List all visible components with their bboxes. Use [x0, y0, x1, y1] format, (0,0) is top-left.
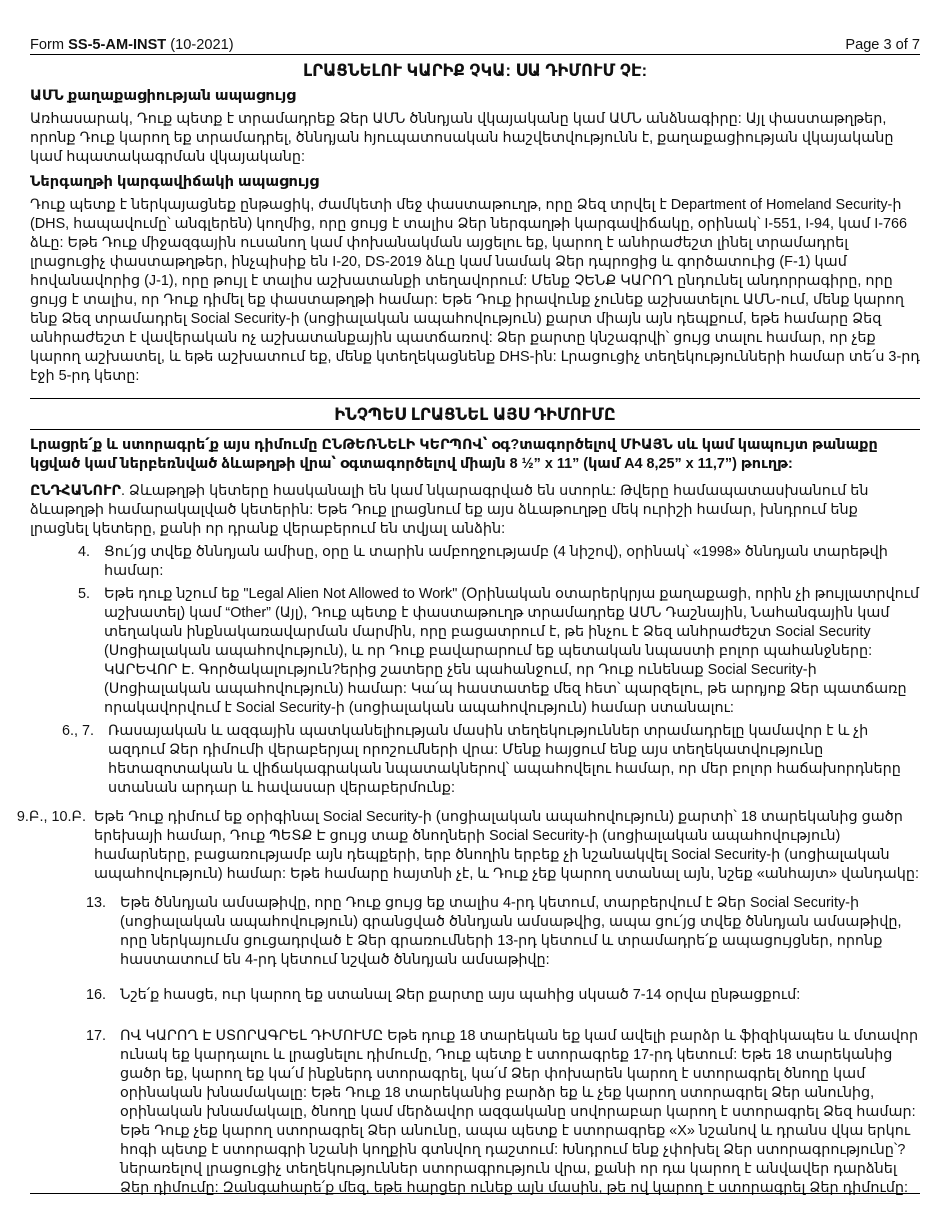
- list-item: [30, 585, 920, 718]
- item-number: 6., 7.: [62, 723, 94, 739]
- title-how-to-complete: ԻՆՉՊԵՍ ԼՐԱՑՆԵԼ ԱՅՍ ԴԻՄՈՒՄԸ: [334, 406, 616, 424]
- section-divider: [30, 429, 920, 430]
- item-number: 4.: [77, 544, 90, 560]
- item-number: 9.Բ., 10.Բ.: [16, 809, 86, 825]
- list-item: [0, 808, 920, 884]
- item-text: Ռասայական և ազգային պատկանելիության մասին տեղեկություններ տրամադրելը կամավոր է և չի ազդում Ձեր դիմումի վերաբերյալ որոշումների վրա: Մենք հայցում ենք այս տեղեկատվությունը հետազոտական և վիճակագրական նպատակներով՝ ապահովելու համար, որ մեր բոլոր հաճախորդները ստանան արդար և հավասար վերաբերմունք:: [108, 723, 901, 796]
- item-number: 13.: [85, 895, 106, 911]
- general-paragraph: [30, 482, 920, 539]
- general-body: . Ձևաթղթի կետերը հասկանալի են կամ նկարագրված են ստորև: Թվերը համապատասխանում են ձևաթղթի համարակալված կետերին: Եթե Դուք լրացնում եք այս ձևաթուղթը մեկ ուրիշի համար, խնդրում ենք լրացնել կետերը, քանի որ դրանք վերաբերում են տվյալ անձին:: [30, 483, 869, 537]
- immigration-body: Դուք պետք է ներկայացնեք ընթացիկ, ժամկետի մեջ փաստաթուղթ, որը Ձեզ տրվել է Department of Homeland Security-ի (DHS, հապավումը՝ անգլերեն) կողմից, որը ցույց է տալիս Ձեր ներգաղթի կարգավիճակը, օրինակ՝ I-551, I-94, կամ I-766 ձևը: Եթե Դուք միջազգային ուսանող կամ փոխանակման այցելու եք, կարող է անհրաժեշտ լինել տրամադրել լրացուցիչ փաստաթղթեր, ինչպիսիք են I-20, DS-2019 ձևը կամ նամակ Ձեր դպրոցից և գործատուից (F-1) կամ հովանավորից (J-1), որը թույլ է տալիս աշխատանքի տեղավորում: Մենք ՉԵՆՔ ԿԱՐՈՂ ընդունել անդորրագիրը, որը ցույց է տալիս, որ Դուք դիմել եք փաստաթղթի համար: Եթե Դուք իրավունք չունեք աշխատելու ԱՄՆ-ում, մենք կարող ենք Ձեզ տրամադրել Social Security-ի (սոցիալական ապահովություն) քարտ միայն այն դեպքում, եթե համարը Ձեզ անհրաժեշտ է վավերական ոչ աշխատանքային պատճառով: Ձեր քարտը կնշագրվի՝ ցույց տալու համար, որ չեք կարող աշխատել, և եթե աշխատում եք, մենք կտեղեկացնենք DHS-ին: Լրացուցիչ տեղեկությունների համար տե՛ս 3-րդ էջի 5-րդ կետը:: [30, 197, 920, 384]
- form-identifier: Form SS-5-AM-INST (10-2021): [30, 37, 234, 53]
- list-item: [30, 894, 920, 970]
- item-text: Ցու՛յց տվեք ծննդյան ամիսը, օրը և տարին ամբողջությամբ (4 նիշով), օրինակ՝ «1998» ծննդյան տարեթվի համար:: [104, 544, 888, 579]
- page-number: Page 3 of 7: [845, 37, 920, 53]
- item-text: Եթե դուք նշում եք "Legal Alien Not Allowed to Work" (Օրինական օտարերկրյա քաղաքացի, որին չի թույլատրվում աշխատել) կամ “Other” (Այլ), Դուք պետք է փաստաթուղթ տրամադրեք ԱՄՆ Դաշնային, Նահանգային կամ տեղական ինքնակառավարման մարմին, որը բացատրում է, թե ինչու է Ձեզ անհրաժեշտ Social Security (Սոցիալական ապահովություն), և որ Դուք բավարարում եք պետական նպաստի բոլոր պահանջները: ԿԱՐԵՎՈՐ Է. Գործակալություն?երից շատերը չեն պահանջում, որ Դուք ունենաք Social Security-ի (Սոցիալական ապահովություն) համար: Կա՛պ հաստատեք մեզ հետ՝ պարզելու, թե արդյոք Ձեր պատճառը որակավորվում է Social Security-ի (սոցիալական ապահովություն) համար ստանալու:: [104, 586, 920, 716]
- item-text: Նշե՛ք հասցե, ուր կարող եք ստանալ Ձեր քարտը այս պահից սկսած 7-14 օրվա ընթացքում:: [120, 987, 801, 1003]
- list-item: [30, 722, 920, 798]
- item-number: 16.: [85, 987, 106, 1003]
- list-item: [30, 1027, 920, 1198]
- item-text: Եթե Դուք դիմում եք օրիգինալ Social Security-ի (սոցիալական ապահովություն) քարտի՝ 18 տարեկանից ցածր երեխայի համար, Դուք ՊԵՏՔ Է ցույց տաք ծնողների Social Security-ի (սոցիալական ապահովություն) համարները, բացառությամբ այն դեպքերի, երբ ծնողին երբեք չի նշանակվել Social Security-ի (սոցիալական ապահովություն) համար: Եթե համարը հայտնի չէ, և Դուք չեք կարող ստանալ այն, նշեք «անհայտ» վանդակը:: [94, 809, 920, 882]
- document-page: [16, 0, 920, 1198]
- title-not-required: ԼՐԱՑՆԵԼՈՒ ԿԱՐԻՔ ՉԿԱ: ՍԱ ԴԻՄՈՒՄ ՉԷ:: [302, 62, 648, 80]
- citizenship-heading: ԱՄՆ քաղաքացիության ապացույց: [30, 88, 296, 104]
- immigration-heading: Ներգաղթի կարգավիճակի ապացույց: [30, 174, 319, 190]
- list-item: [30, 543, 920, 581]
- instructions-bold: Լրացրե՛ք և ստորագրե՛ք այս դիմումը ԸՆԹԵՌՆԵԼԻ ԿԵՐՊՈՎ՝ օգ?տագործելով ՄԻԱՅՆ սև կամ կապույտ թանաքը կցված կամ ներբեռնված ձևաթղթի վրա՝ օգտագործելով միայն 8 ½” x 11” (կամ A4 8,25” x 11,7”) թուղթ:: [30, 437, 878, 472]
- general-lead: ԸՆԴՀԱՆՈՒՐ: [30, 483, 121, 499]
- item-number: 5.: [77, 586, 90, 602]
- footer-divider: [30, 1193, 920, 1194]
- section-divider: [30, 398, 920, 399]
- list-item: [30, 986, 920, 1005]
- item-text: Եթե ծննդյան ամսաթիվը, որը Դուք ցույց եք տալիս 4-րդ կետում, տարբերվում է Ձեր Social Security-ի (սոցիալական ապահովություն) գրանցված ծննդյան ամսաթվից, ապա ցու՛յց տվեք ծննդյան ամսաթիվը, որը ներկայումս ցուցադրված է Ձեր գրառումների 13-րդ կետում և տրամադրե՛ք ապացույցներ, որոնք հաստատում են 4-րդ կետում նշված ծննդյան ամսաթիվը:: [120, 895, 902, 968]
- item-text: ՈՎ ԿԱՐՈՂ Է ՍՏՈՐԱԳՐԵԼ ԴԻՄՈՒՄԸ Եթե դուք 18 տարեկան եք կամ ավելի բարձր և ֆիզիկապես և մտավոր ունակ եք կարդալու և լրացնելու դիմումը, Դուք պետք է ստորագրեք 17-րդ կետում: Եթե 18 տարեկանից ցածր եք, կարող եք կա՛մ ինքներդ ստորագրել, կա՛մ Ձեր փոխարեն կարող է ստորագրել ծնողը կամ օրինական խնամակալը: Եթե Դուք 18 տարեկանից բարձր եք և չեք կարող ստորագրել Ձեր անունից, օրինական խնամակալը, ծնողը կամ մերձավոր ազգականը սովորաբար կարող է ստորագրել Ձեզ համար: Եթե Դուք չեք կարող ստորագրել Ձեր անունը, ապա պետք է ստորագրեք «X» նշանով և դրանս վկա երկու հոգի պետք է ստորագրի նշանի կողքին գտնվող դաշտում: Խնդրում ենք չփոխել Ձեր ստորագրությունը՝? ներառելով լրացուցիչ տեղեկություններ ստորագրություն վրա, քանի որ դա կարող է անվավեր դարձնել Ձեր դիմումը: Զանգահարե՛ք մեզ, եթե հարցեր ունեք այն մասին, թե ով կարող է ստորագրել Ձեր դիմումը:: [120, 1028, 919, 1196]
- form-code: SS-5-AM-INST: [68, 37, 167, 53]
- item-number: 17.: [85, 1028, 106, 1044]
- page-header: [30, 37, 920, 55]
- citizenship-body: Առհասարակ, Դուք պետք է տրամադրեք Ձեր ԱՄՆ ծննդյան վկայականը կամ ԱՄՆ անձնագիրը: Այլ փաստաթղթեր, որոնք Դուք կարող եք տրամադրել, ծննդյան հյուպատոսական հաշվետվությունն է, քաղաքացիության վկայականը կամ հպատակագրման վկայականը:: [30, 111, 894, 165]
